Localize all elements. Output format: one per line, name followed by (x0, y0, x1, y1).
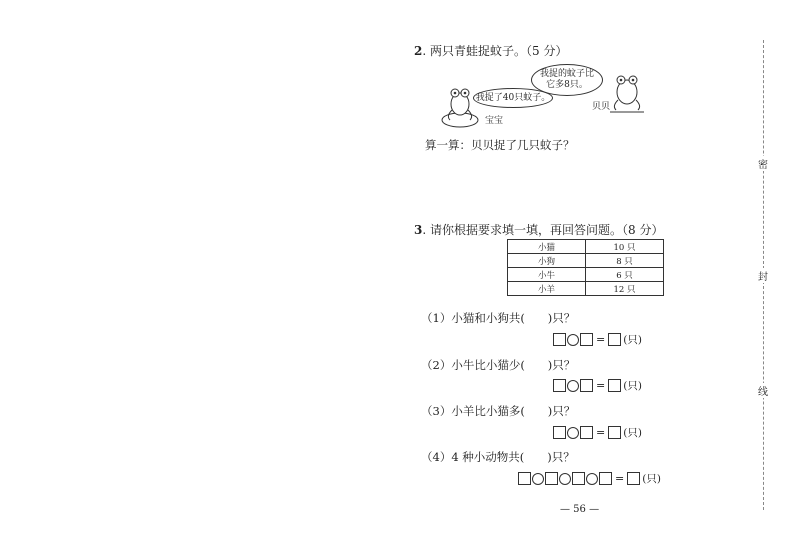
table-cell-animal: 小牛 (508, 268, 586, 282)
answer-box[interactable] (627, 472, 640, 485)
answer-box[interactable] (608, 333, 621, 346)
name-right: 贝贝 (592, 102, 611, 112)
table-cell-animal: 小猫 (508, 240, 586, 254)
answer-box[interactable] (580, 426, 593, 439)
q2-title-text: . 两只青蛙捉蚊子。（5 分） (422, 44, 568, 58)
answer-box[interactable] (599, 472, 612, 485)
q3-title (414, 221, 663, 238)
unit-label: (只) (623, 333, 642, 346)
answer-box[interactable] (608, 426, 621, 439)
q3-sub4: （4）4 种小动物共( )只？ (421, 450, 575, 464)
equals-sign: = (615, 471, 625, 485)
table-cell-animal: 小羊 (508, 282, 586, 296)
q2-question: 算一算：贝贝捉了几只蚊子？ (425, 138, 575, 152)
unit-label: (只) (623, 379, 642, 392)
q3-sub3: （3）小羊比小猫多( )只？ (421, 404, 576, 418)
animal-table (507, 239, 664, 296)
formula-4 (518, 470, 661, 486)
formula-2 (553, 377, 642, 393)
answer-box[interactable] (553, 379, 566, 392)
table-row (508, 282, 664, 296)
unit-label: (只) (623, 426, 642, 439)
answer-box[interactable] (553, 333, 566, 346)
margin-char-feng: 封 (756, 268, 770, 283)
answer-box[interactable] (608, 379, 621, 392)
q2-number: 2 (414, 44, 423, 58)
q2-title (414, 42, 567, 59)
answer-box[interactable] (580, 379, 593, 392)
table-row (508, 240, 664, 254)
answer-box[interactable] (518, 472, 531, 485)
table-cell-count: 10 只 (586, 240, 664, 254)
bubble-right-text: 我捉的蚊子比它多8只。 (539, 69, 594, 90)
page-number: — 56 — (560, 504, 600, 515)
formula-3 (553, 424, 642, 440)
operator-circle[interactable] (567, 380, 579, 392)
answer-box[interactable] (553, 426, 566, 439)
q3-sub2: （2）小牛比小猫少( )只？ (421, 358, 576, 372)
operator-circle[interactable] (586, 473, 598, 485)
operator-circle[interactable] (567, 427, 579, 439)
table-row (508, 268, 664, 282)
table-cell-count: 8 只 (586, 254, 664, 268)
equals-sign: = (596, 378, 606, 392)
margin-char-mi: 密 (756, 156, 770, 171)
bubble-left-text: 我捉了40只蚊子。 (475, 92, 551, 103)
q3-title-text: . 请你根据要求填一填，再回答问题。（8 分） (422, 223, 664, 237)
operator-circle[interactable] (567, 334, 579, 346)
q3-number: 3 (414, 223, 423, 237)
margin-char-xian: 线 (756, 383, 770, 398)
table-row (508, 254, 664, 268)
operator-circle[interactable] (532, 473, 544, 485)
operator-circle[interactable] (559, 473, 571, 485)
name-left: 宝宝 (485, 116, 504, 126)
answer-box[interactable] (572, 472, 585, 485)
equals-sign: = (596, 332, 606, 346)
table-cell-count: 6 只 (586, 268, 664, 282)
formula-1 (553, 331, 642, 347)
table-cell-animal: 小狗 (508, 254, 586, 268)
unit-label: (只) (642, 472, 661, 485)
table-cell-count: 12 只 (586, 282, 664, 296)
bubble-right (531, 64, 603, 96)
answer-box[interactable] (545, 472, 558, 485)
equals-sign: = (596, 425, 606, 439)
q3-sub1: （1）小猫和小狗共( )只？ (421, 311, 576, 325)
answer-box[interactable] (580, 333, 593, 346)
